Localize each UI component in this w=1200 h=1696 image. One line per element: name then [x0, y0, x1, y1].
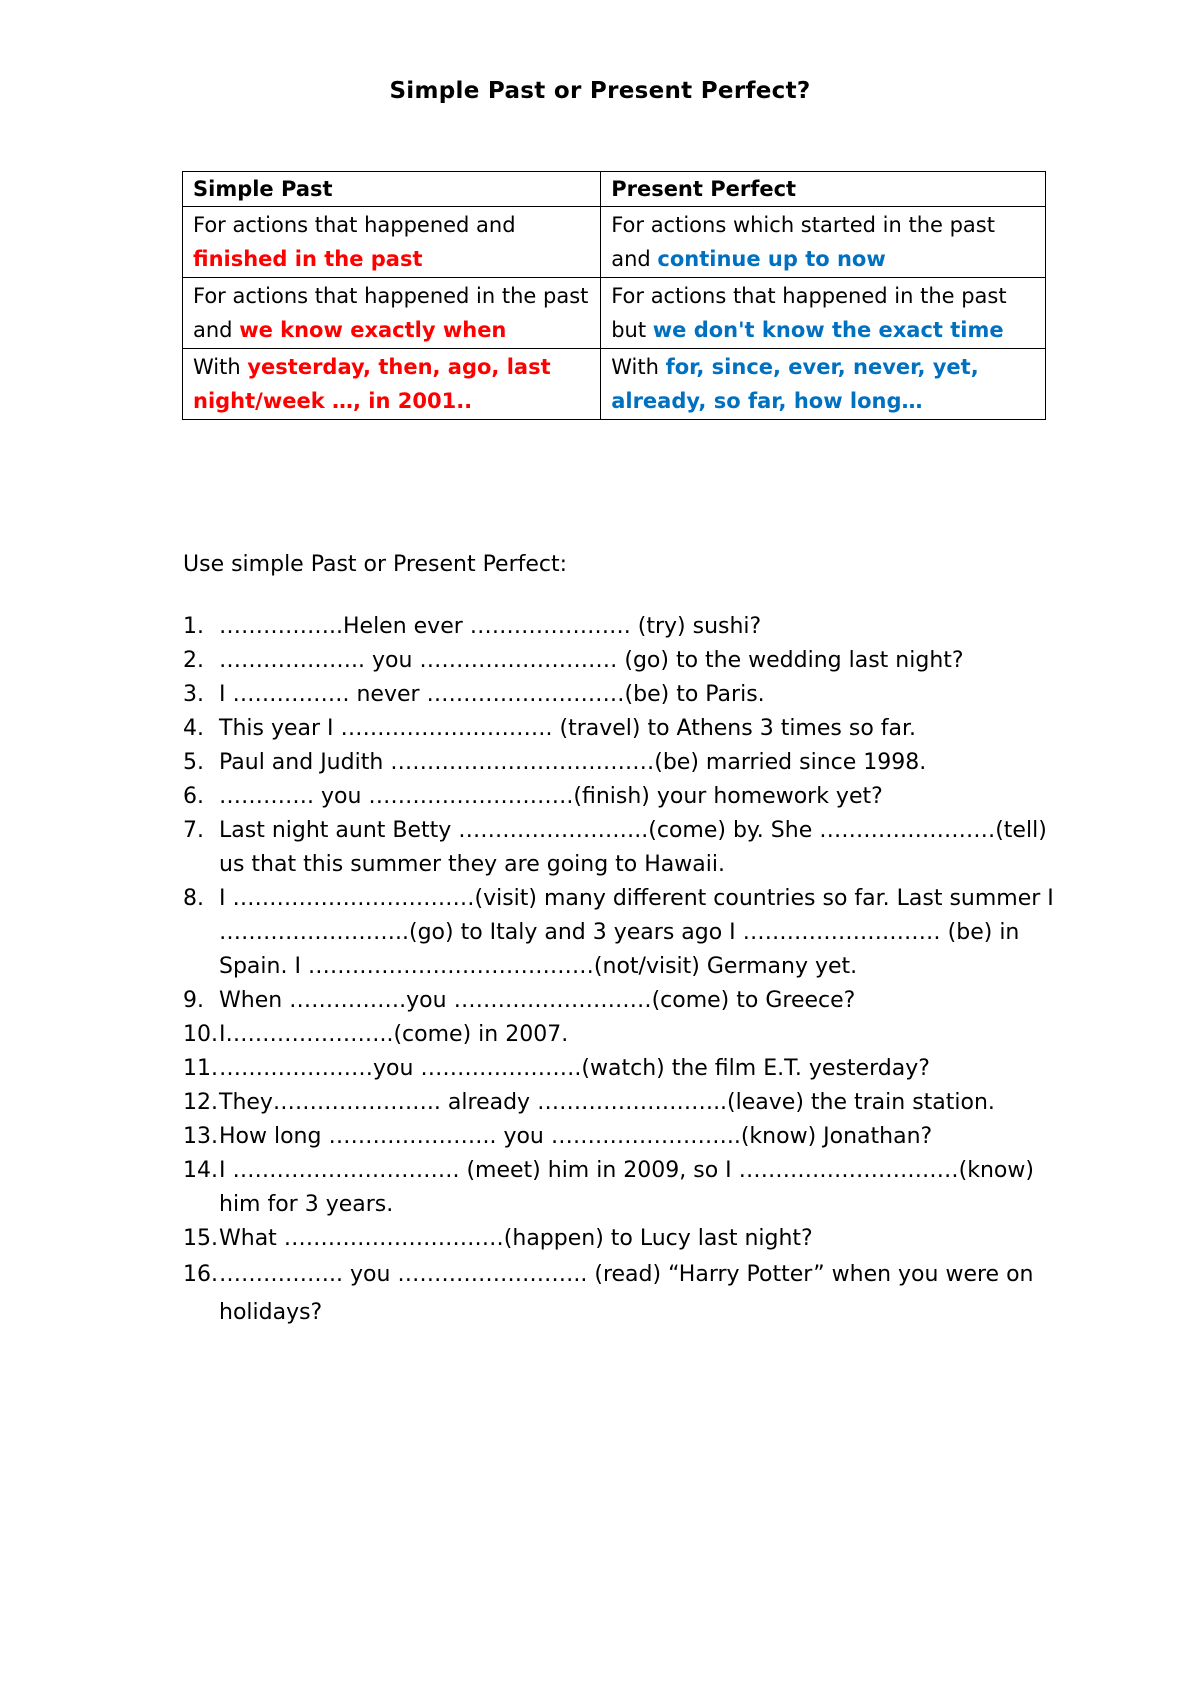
- exercise-number: 7.: [183, 818, 204, 843]
- exercise-item: [183, 644, 1063, 678]
- exercise-number: 12.: [183, 1090, 218, 1115]
- exercise-number: 3.: [183, 682, 204, 707]
- rule-text: For actions that happened and: [193, 213, 516, 237]
- present-perfect-rule-2: [601, 278, 1046, 349]
- exercise-text: Last night aunt Betty ……………………..(come) by. She ……………………(tell) us that this summer they are going to Hawaii.: [219, 818, 1047, 877]
- exercise-number: 1.: [183, 614, 204, 639]
- exercise-item: [183, 610, 1063, 644]
- exercise-number: 8.: [183, 886, 204, 911]
- table-row: [183, 349, 1046, 420]
- exercise-number: 15.: [183, 1226, 218, 1251]
- exercise-number: 16.: [183, 1262, 218, 1287]
- table-row: [183, 278, 1046, 349]
- page-title: Simple Past or Present Perfect?: [389, 78, 811, 104]
- exercise-text: What …………………………(happen) to Lucy last night?: [219, 1226, 813, 1251]
- exercise-number: 2.: [183, 648, 204, 673]
- exercise-item: [183, 984, 1063, 1018]
- exercise-number: 11.: [183, 1056, 218, 1081]
- exercise-item: [183, 1154, 1063, 1222]
- simple-past-rule-2: [183, 278, 601, 349]
- exercise-text: …………. you ……………………….(finish) your homework yet?: [219, 784, 883, 809]
- exercise-text: I ……………………………(visit) many different countries so far. Last summer I ……………………..(go) to Italy and 3 years ago I ……………………… (be) in Spain. I …………………………………(not/visit) Germany yet.: [219, 886, 1054, 979]
- exercise-text: I …………………………. (meet) him in 2009, so I …………………………(know) him for 3 years.: [219, 1158, 1034, 1217]
- exercise-text: They………………….. already ……………………..(leave) the train station.: [219, 1090, 995, 1115]
- exercise-number: 5.: [183, 750, 204, 775]
- exercise-item: [183, 1222, 1063, 1256]
- rule-highlight: for, since, ever, never, yet, already, so far, how long…: [611, 355, 979, 413]
- exercise-number: 13.: [183, 1124, 218, 1149]
- rule-highlight: we know exactly when: [239, 318, 507, 342]
- exercise-text: Paul and Judith ………………………………(be) married since 1998.: [219, 750, 927, 775]
- instructions: Use simple Past or Present Perfect:: [183, 552, 568, 577]
- exercise-number: 4.: [183, 716, 204, 741]
- rule-text: For actions that happened in the past and: [193, 284, 589, 342]
- rule-highlight: finished in the past: [193, 247, 423, 271]
- table-header-row: [183, 172, 1046, 207]
- exercise-item: [183, 1120, 1063, 1154]
- exercise-text: ……………….. you ……………………… (go) to the wedding last night?: [219, 648, 964, 673]
- exercise-number: 9.: [183, 988, 204, 1013]
- exercise-number: 10.: [183, 1022, 218, 1047]
- exercise-item: [183, 712, 1063, 746]
- exercise-item: [183, 678, 1063, 712]
- exercise-text: …………….. you …………………….. (read) “Harry Potter” when you were on holidays?: [219, 1262, 1034, 1325]
- exercise-number: 14.: [183, 1158, 218, 1183]
- rule-highlight: yesterday, then, ago, last night/week …, in 2001..: [193, 355, 551, 413]
- exercise-item: [183, 746, 1063, 780]
- rules-table: [182, 171, 1046, 420]
- exercise-text: This year I ……………….………. (travel) to Athens 3 times so far.: [219, 716, 917, 741]
- rule-text: For actions which started in the past and: [611, 213, 995, 271]
- rule-text: With: [193, 355, 248, 379]
- rule-text: With: [611, 355, 666, 379]
- exercise-item: [183, 1018, 1063, 1052]
- exercise-item: [183, 814, 1063, 882]
- header-present-perfect: Present Perfect: [601, 172, 1046, 207]
- exercise-number: 6.: [183, 784, 204, 809]
- simple-past-rule-1: [183, 207, 601, 278]
- exercise-text: ……………..Helen ever …………………. (try) sushi?: [219, 614, 762, 639]
- rule-highlight: we don't know the exact time: [652, 318, 1004, 342]
- present-perfect-time-words: [601, 349, 1046, 420]
- simple-past-time-words: [183, 349, 601, 420]
- exercise-item: [183, 1256, 1063, 1332]
- exercise-text: I…………………..(come) in 2007.: [219, 1022, 569, 1047]
- exercise-item: [183, 1086, 1063, 1120]
- exercise-text: I ……………. never ………………………(be) to Paris.: [219, 682, 765, 707]
- table-row: [183, 207, 1046, 278]
- rule-highlight: continue up to now: [657, 247, 886, 271]
- present-perfect-rule-1: [601, 207, 1046, 278]
- exercise-text: How long ………………….. you ……………………..(know) Jonathan?: [219, 1124, 933, 1149]
- exercise-item: [183, 1052, 1063, 1086]
- exercise-text: When …………….you ………………………(come) to Greece?: [219, 988, 856, 1013]
- rule-text: For actions that happened in the past but: [611, 284, 1007, 342]
- header-simple-past: Simple Past: [183, 172, 601, 207]
- exercise-item: [183, 882, 1063, 984]
- exercise-item: [183, 780, 1063, 814]
- exercise-list: [183, 610, 1063, 1332]
- exercise-text: …………………you ………………….(watch) the film E.T. yesterday?: [219, 1056, 930, 1081]
